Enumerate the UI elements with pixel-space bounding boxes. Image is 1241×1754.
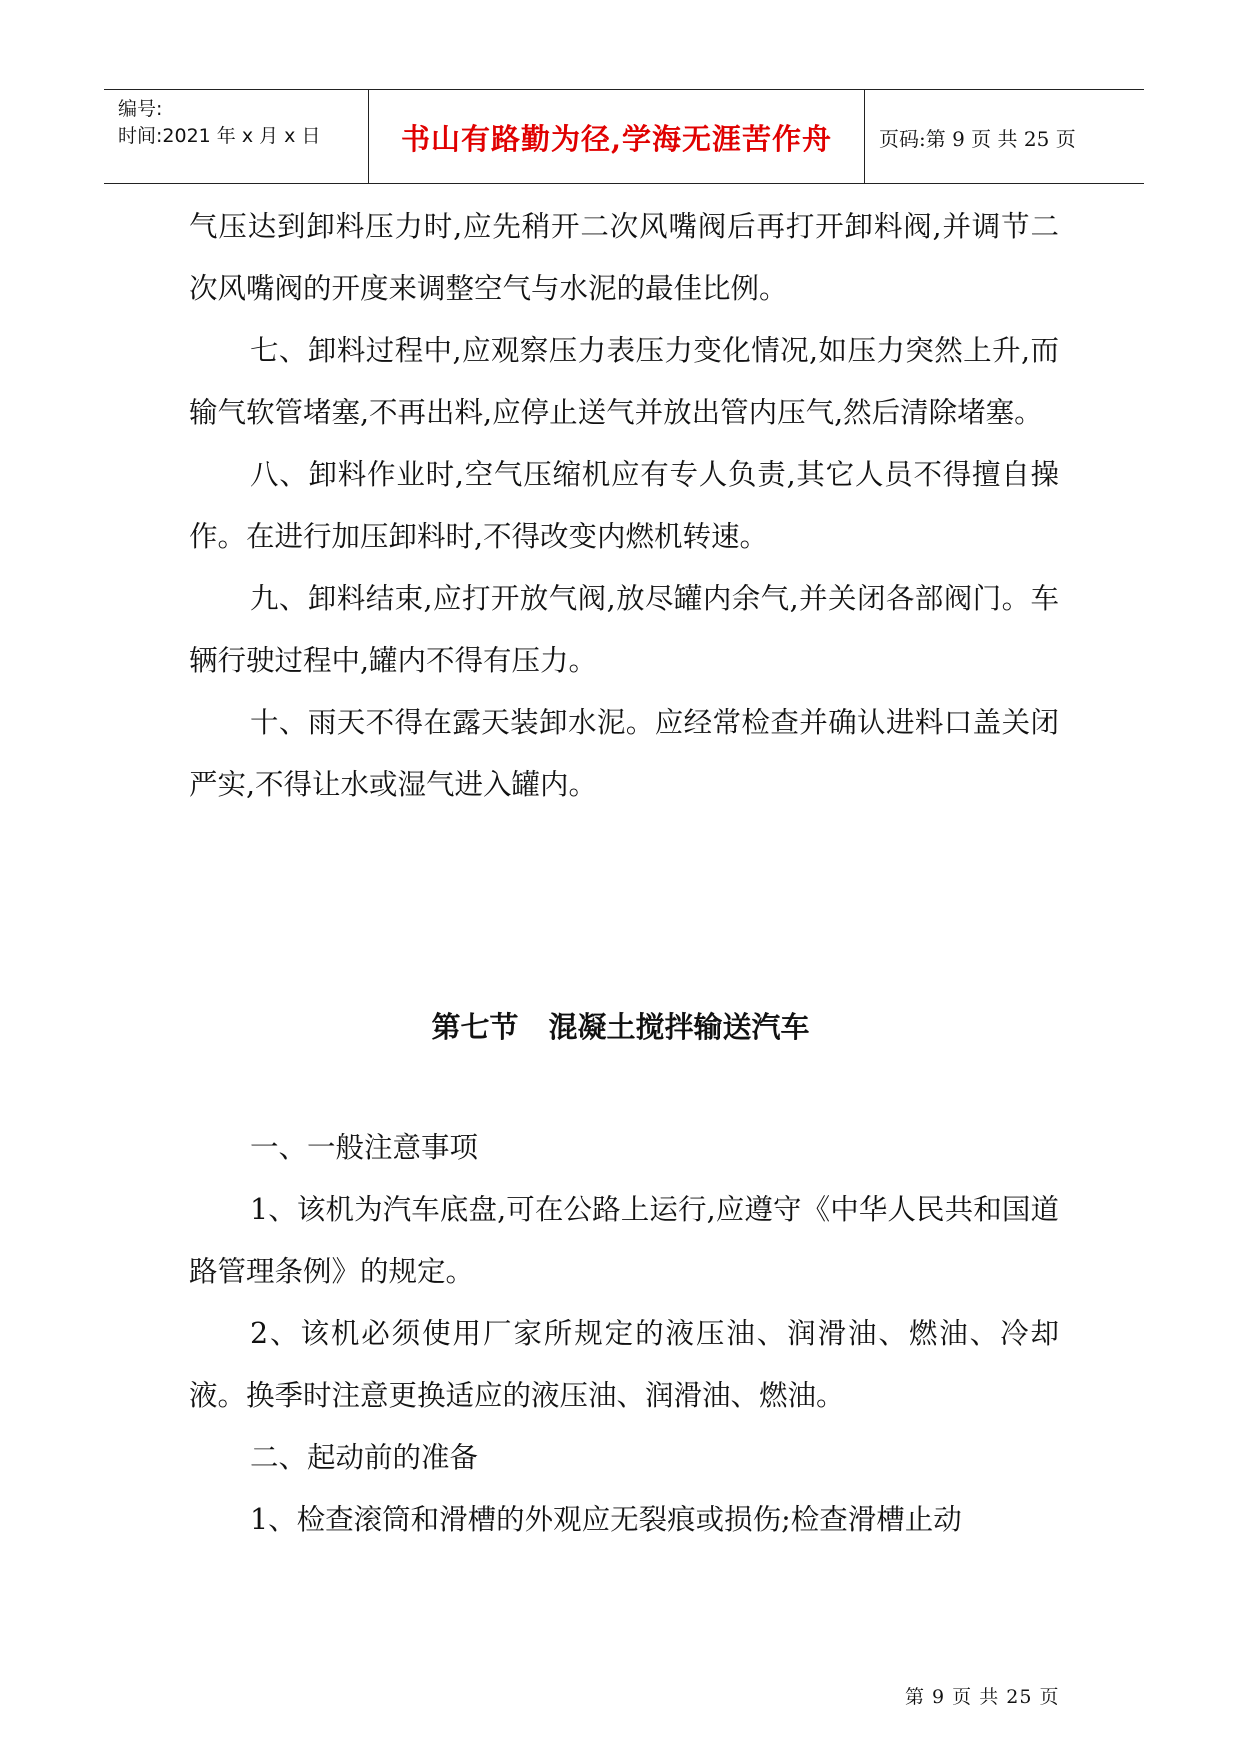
paragraph: 九、卸料结束,应打开放气阀,放尽罐内余气,并关闭各部阀门。车辆行驶过程中,罐内不得有压力。	[189, 582, 1059, 677]
subsection-heading: 二、起动前的准备	[250, 1441, 479, 1474]
page-header	[104, 89, 1144, 184]
paragraph: 七、卸料过程中,应观察压力表压力变化情况,如压力突然上升,而输气软管堵塞,不再出料,应停止送气并放出管内压气,然后清除堵塞。	[189, 334, 1059, 429]
page-footer: 第 9 页 共 25 页	[905, 1686, 1060, 1708]
paragraph: 2、该机必须使用厂家所规定的液压油、润滑油、燃油、冷却液。换季时注意更换适应的液压油、润滑油、燃油。	[189, 1317, 1059, 1412]
section-heading	[0, 1005, 1241, 1046]
paragraph: 1、该机为汽车底盘,可在公路上运行,应遵守《中华人民共和国道路管理条例》的规定。	[189, 1193, 1059, 1288]
motto-text: 书山有路勤为径,学海无涯苦作舟	[400, 122, 833, 156]
date-label: 时间:2021 年 x 月 x 日	[118, 125, 321, 147]
paragraph: 1、检查滚筒和滑槽的外观应无裂痕或损伤;检查滑槽止动	[250, 1503, 962, 1536]
header-meta-cell	[104, 90, 369, 183]
section-title-text: 混凝土搅拌输送汽车	[548, 1010, 810, 1044]
header-motto-cell	[369, 90, 865, 183]
paragraph: 八、卸料作业时,空气压缩机应有专人负责,其它人员不得擅自操作。在进行加压卸料时,不得改变内燃机转速。	[189, 458, 1059, 553]
body-section-bottom	[189, 1117, 1059, 1551]
header-page-cell	[865, 90, 1144, 183]
header-page-number: 页码:第 9 页 共 25 页	[879, 127, 1076, 151]
paragraph: 气压达到卸料压力时,应先稍开二次风嘴阀后再打开卸料阀,并调节二次风嘴阀的开度来调整空气与水泥的最佳比例。	[189, 210, 1059, 305]
subsection-heading: 一、一般注意事项	[250, 1131, 479, 1164]
section-number: 第七节	[431, 1010, 519, 1044]
serial-number-label: 编号:	[118, 98, 163, 120]
body-section-top	[189, 196, 1059, 816]
paragraph: 十、雨天不得在露天装卸水泥。应经常检查并确认进料口盖关闭严实,不得让水或湿气进入罐内。	[189, 706, 1059, 801]
